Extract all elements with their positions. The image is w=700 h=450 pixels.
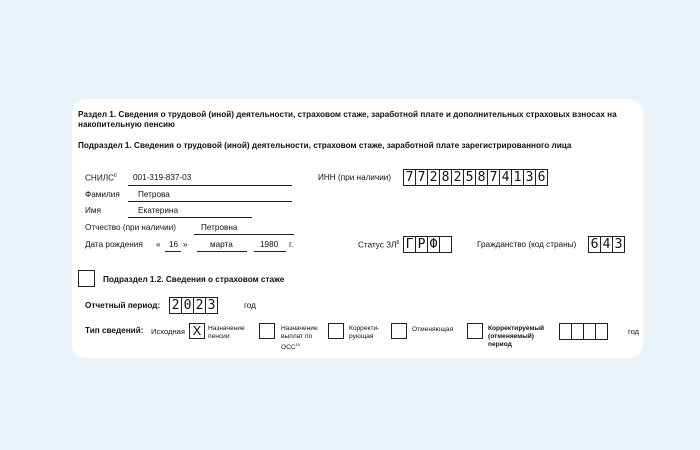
reporting-period-digit-cell[interactable]: 2 bbox=[169, 297, 182, 314]
corrected-period-field[interactable] bbox=[559, 323, 608, 340]
subsection-12-checkbox[interactable] bbox=[78, 270, 95, 287]
birth-date-open-quote: « bbox=[156, 240, 161, 249]
citizenship-digit-cell[interactable]: 4 bbox=[600, 236, 613, 253]
info-type-cancelling-label: Отменяющая bbox=[412, 326, 454, 333]
status-field[interactable] bbox=[403, 236, 452, 253]
inn-digit-cell[interactable]: 6 bbox=[535, 169, 548, 186]
inn-digit-cell[interactable]: 7 bbox=[403, 169, 416, 186]
info-type-cancelling-checkbox[interactable] bbox=[467, 323, 483, 339]
citizenship-digit-cell[interactable]: 6 bbox=[588, 236, 601, 253]
birth-day-underline bbox=[165, 251, 181, 252]
info-type-corrected-period-label: Корректируемый (отменяемый) период bbox=[488, 325, 545, 348]
snils-value[interactable]: 001-319-837-03 bbox=[133, 173, 192, 182]
status-cell[interactable]: Р bbox=[415, 236, 428, 253]
reporting-period-digit-cell[interactable]: 2 bbox=[193, 297, 206, 314]
info-type-original-checkbox[interactable]: X bbox=[189, 323, 205, 339]
patronymic-underline bbox=[194, 234, 294, 235]
birth-year-value[interactable]: 1980 bbox=[260, 240, 279, 249]
birth-day-value[interactable]: 16 bbox=[169, 240, 179, 249]
info-type-pension-label: Назначение пенсии bbox=[208, 325, 245, 340]
info-type-oss-checkbox[interactable] bbox=[328, 323, 344, 339]
inn-label: ИНН (при наличии) bbox=[318, 173, 392, 182]
subsection-12-label: Подраздел 1.2. Сведения о страховом стаже bbox=[103, 275, 285, 284]
birth-month-underline bbox=[197, 251, 247, 252]
status-cell[interactable]: Г bbox=[403, 236, 416, 253]
first-name-underline bbox=[128, 217, 252, 218]
citizenship-digit-cell[interactable]: 3 bbox=[612, 236, 625, 253]
form-card bbox=[72, 99, 643, 358]
birth-year-underline bbox=[254, 251, 286, 252]
inn-digit-cell[interactable]: 3 bbox=[523, 169, 536, 186]
subsection-title: Подраздел 1. Сведения о трудовой (иной) деятельности, страховом стаже, заработной плате зарегистрированного лица bbox=[78, 141, 572, 150]
reporting-period-label: Отчетный период: bbox=[85, 301, 161, 310]
reporting-period-digit-cell[interactable]: 0 bbox=[181, 297, 194, 314]
info-type-original-label: Исходная bbox=[151, 327, 185, 336]
info-type-pension-checkbox[interactable] bbox=[259, 323, 275, 339]
birth-month-value[interactable]: марта bbox=[210, 240, 233, 249]
info-type-oss-label: Назначение выплат по ОСС$^{10}$ bbox=[281, 325, 318, 352]
info-type-label: Тип сведений: bbox=[85, 326, 144, 335]
surname-value[interactable]: Петрова bbox=[138, 190, 170, 199]
snils-underline bbox=[128, 185, 292, 186]
reporting-period-suffix: год bbox=[244, 301, 256, 310]
inn-digit-cell[interactable]: 1 bbox=[511, 169, 524, 186]
patronymic-label: Отчество (при наличии) bbox=[85, 223, 176, 232]
inn-digit-cell[interactable]: 7 bbox=[487, 169, 500, 186]
patronymic-value[interactable]: Петровна bbox=[201, 223, 238, 232]
info-type-corrective-checkbox[interactable] bbox=[391, 323, 407, 339]
inn-digit-cell[interactable]: 4 bbox=[499, 169, 512, 186]
reporting-period-field[interactable] bbox=[169, 297, 218, 314]
inn-digit-cell[interactable]: 7 bbox=[415, 169, 428, 186]
birth-date-label: Дата рождения bbox=[85, 240, 143, 249]
info-type-corrective-label: Корректи- рующая bbox=[349, 325, 380, 340]
snils-label: СНИЛС$^6$ bbox=[85, 173, 117, 183]
first-name-value[interactable]: Екатерина bbox=[138, 206, 179, 215]
first-name-label: Имя bbox=[85, 206, 101, 215]
status-cell[interactable]: Ф bbox=[427, 236, 440, 253]
corrected-period-suffix: год bbox=[628, 327, 640, 336]
section-title: Раздел 1. Сведения о трудовой (иной) деятельности, страховом стаже, заработной плате и дополнительных страховых взносах на накопительную пенсию bbox=[78, 110, 617, 129]
inn-field[interactable] bbox=[403, 169, 548, 186]
inn-digit-cell[interactable]: 2 bbox=[427, 169, 440, 186]
corrected-period-cell[interactable] bbox=[595, 323, 608, 340]
birth-year-suffix: г. bbox=[289, 240, 294, 249]
inn-digit-cell[interactable]: 5 bbox=[463, 169, 476, 186]
citizenship-field[interactable] bbox=[588, 236, 625, 253]
inn-digit-cell[interactable]: 2 bbox=[451, 169, 464, 186]
status-label: Статус $ЗЛ^8$ bbox=[358, 240, 400, 250]
status-cell[interactable] bbox=[439, 236, 452, 253]
surname-label: Фамилия bbox=[85, 190, 120, 199]
birth-date-close-quote: » bbox=[183, 240, 188, 249]
citizenship-label: Гражданство (код страны) bbox=[477, 240, 577, 249]
inn-digit-cell[interactable]: 8 bbox=[439, 169, 452, 186]
reporting-period-digit-cell[interactable]: 3 bbox=[205, 297, 218, 314]
surname-underline bbox=[128, 201, 292, 202]
inn-digit-cell[interactable]: 8 bbox=[475, 169, 488, 186]
